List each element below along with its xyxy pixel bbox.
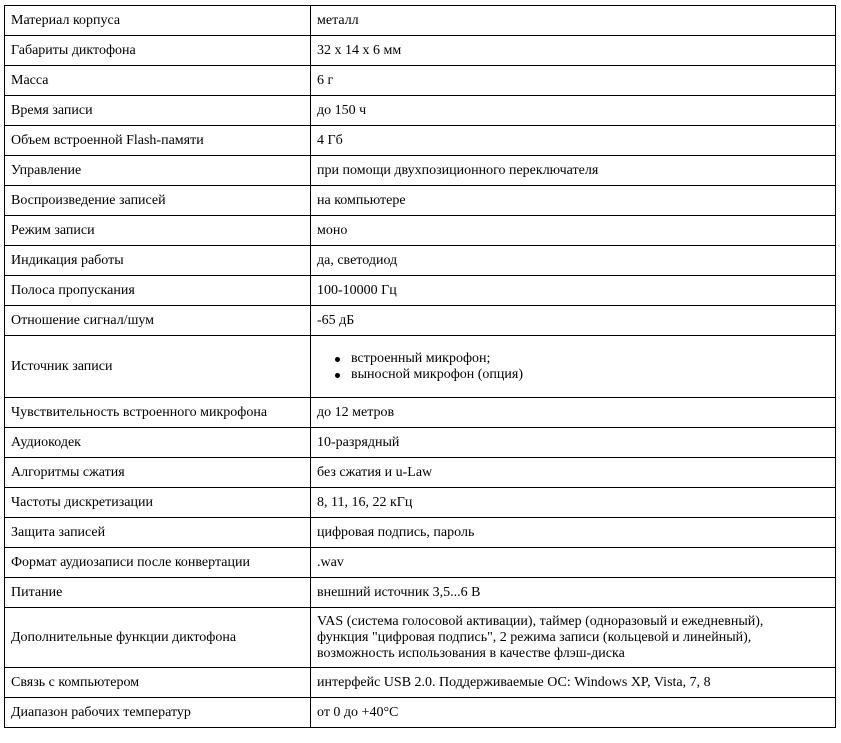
spec-value: -65 дБ (311, 306, 836, 336)
spec-name: Питание (5, 578, 311, 608)
spec-name: Частоты дискретизации (5, 488, 311, 518)
spec-value: до 12 метров (311, 398, 836, 428)
spec-row-flash-memory (5, 126, 836, 156)
spec-value: без сжатия и u-Law (311, 458, 836, 488)
spec-value (311, 336, 836, 398)
spec-row-audio-codec (5, 428, 836, 458)
spec-name: Чувствительность встроенного микрофона (5, 398, 311, 428)
spec-row-recording-time (5, 96, 836, 126)
spec-name: Аудиокодек (5, 428, 311, 458)
spec-value: внешний источник 3,5...6 В (311, 578, 836, 608)
spec-value: металл (311, 6, 836, 36)
spec-value: 10-разрядный (311, 428, 836, 458)
spec-name: Воспроизведение записей (5, 186, 311, 216)
spec-row-output-format (5, 548, 836, 578)
spec-value: моно (311, 216, 836, 246)
spec-name: Защита записей (5, 518, 311, 548)
recording-source-list (317, 351, 829, 383)
spec-value-line: функция "цифровая подпись", 2 режима записи (кольцевой и линейный), (317, 629, 752, 645)
spec-value: цифровая подпись, пароль (311, 518, 836, 548)
specifications-table (4, 5, 836, 728)
spec-value: 8, 11, 16, 22 кГц (311, 488, 836, 518)
spec-value: 4 Гб (311, 126, 836, 156)
list-item (351, 351, 829, 367)
spec-row-compression (5, 458, 836, 488)
spec-name: Связь с компьютером (5, 668, 311, 698)
spec-row-recording-mode (5, 216, 836, 246)
spec-row-weight (5, 66, 836, 96)
spec-row-sampling-rates (5, 488, 836, 518)
spec-row-body-material (5, 6, 836, 36)
spec-name: Масса (5, 66, 311, 96)
list-item-text: выносной микрофон (опция) (351, 366, 524, 382)
spec-name: Диапазон рабочих температур (5, 698, 311, 728)
spec-value: да, светодиод (311, 246, 836, 276)
spec-name: Материал корпуса (5, 6, 311, 36)
spec-row-playback (5, 186, 836, 216)
spec-row-dimensions (5, 36, 836, 66)
spec-name: Габариты диктофона (5, 36, 311, 66)
spec-value: 32 x 14 x 6 мм (311, 36, 836, 66)
spec-name: Индикация работы (5, 246, 311, 276)
spec-name: Отношение сигнал/шум (5, 306, 311, 336)
list-item-text: встроенный микрофон; (351, 350, 491, 366)
spec-name: Полоса пропускания (5, 276, 311, 306)
spec-name: Дополнительные функции диктофона (5, 608, 311, 668)
spec-name: Время записи (5, 96, 311, 126)
spec-row-bandwidth (5, 276, 836, 306)
spec-row-operating-temperature (5, 698, 836, 728)
spec-value (311, 608, 836, 668)
spec-value: .wav (311, 548, 836, 578)
spec-value: 100-10000 Гц (311, 276, 836, 306)
bullet-icon (335, 373, 340, 378)
spec-name: Источник записи (5, 336, 311, 398)
spec-name: Режим записи (5, 216, 311, 246)
spec-row-extra-functions (5, 608, 836, 668)
spec-value: на компьютере (311, 186, 836, 216)
spec-row-power (5, 578, 836, 608)
spec-value: 6 г (311, 66, 836, 96)
spec-value: от 0 до +40°C (311, 698, 836, 728)
spec-row-snr (5, 306, 836, 336)
spec-row-indication (5, 246, 836, 276)
spec-row-control (5, 156, 836, 186)
spec-value: при помощи двухпозиционного переключателя (311, 156, 836, 186)
spec-name: Формат аудиозаписи после конвертации (5, 548, 311, 578)
bullet-icon (335, 357, 340, 362)
spec-name: Алгоритмы сжатия (5, 458, 311, 488)
spec-row-mic-sensitivity (5, 398, 836, 428)
list-item (351, 367, 829, 383)
spec-value-line: возможность использования в качестве флэш-диска (317, 645, 625, 661)
spec-row-recording-source (5, 336, 836, 398)
spec-value: до 150 ч (311, 96, 836, 126)
spec-name: Управление (5, 156, 311, 186)
spec-row-record-protection (5, 518, 836, 548)
spec-value-line: VAS (система голосовой активации), таймер (одноразовый и ежедневный), (317, 613, 764, 629)
spec-value: интерфейс USB 2.0. Поддерживаемые ОС: Windows XP, Vista, 7, 8 (311, 668, 836, 698)
spec-name: Объем встроенной Flash-памяти (5, 126, 311, 156)
spec-row-pc-connection (5, 668, 836, 698)
